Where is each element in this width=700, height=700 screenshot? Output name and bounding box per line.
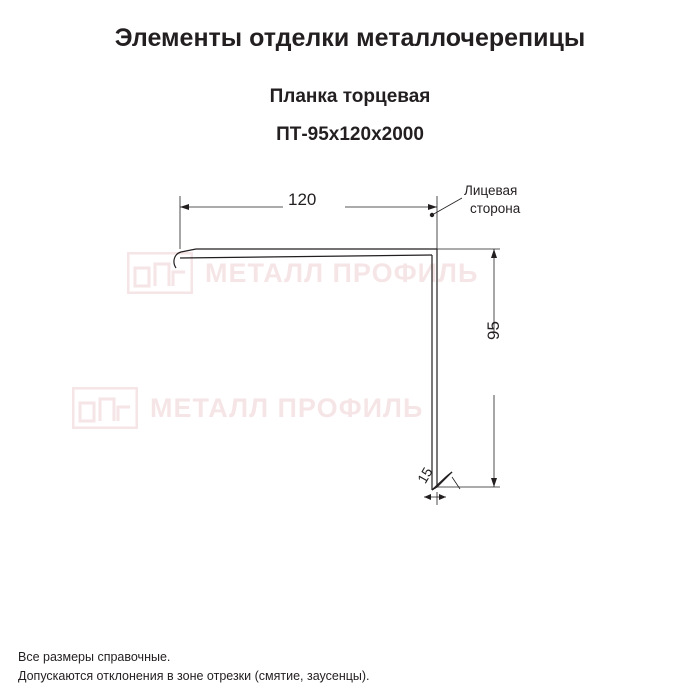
arrow-15-left (424, 494, 431, 500)
profile-lip-edge (447, 472, 452, 476)
arrow-95-bottom (491, 478, 497, 487)
leader-face-side (432, 198, 462, 215)
footnotes (18, 648, 370, 686)
callout-face-side-line1: Лицевая (464, 183, 518, 198)
dimension-label-95: 95 (484, 321, 503, 340)
page-title: Элементы отделки металлочерепицы (114, 24, 586, 52)
dimension-label-120: 120 (288, 190, 317, 209)
callout-face-side-line2: сторона (470, 201, 521, 216)
footnote-line-2: Допускаются отклонения в зоне отрезки (смятие, заусенцы). (18, 669, 370, 683)
dimension-label-15: 15 (414, 464, 436, 486)
watermark-text: МЕТАЛЛ ПРОФИЛЬ (150, 393, 424, 423)
product-name: Планка торцевая (269, 86, 431, 107)
product-code: ПТ-95x120x2000 (276, 124, 424, 145)
arrow-95-top (491, 249, 497, 258)
profile-inner-line (180, 255, 432, 258)
profile-inner-lip (432, 476, 447, 490)
leader-dot (430, 213, 434, 217)
arrow-120-right (428, 204, 437, 210)
footnote-line-1: Все размеры справочные. (18, 650, 171, 664)
arrow-120-left (180, 204, 189, 210)
arrow-15-right (439, 494, 446, 500)
watermark-text: МЕТАЛЛ ПРОФИЛЬ (205, 258, 479, 288)
